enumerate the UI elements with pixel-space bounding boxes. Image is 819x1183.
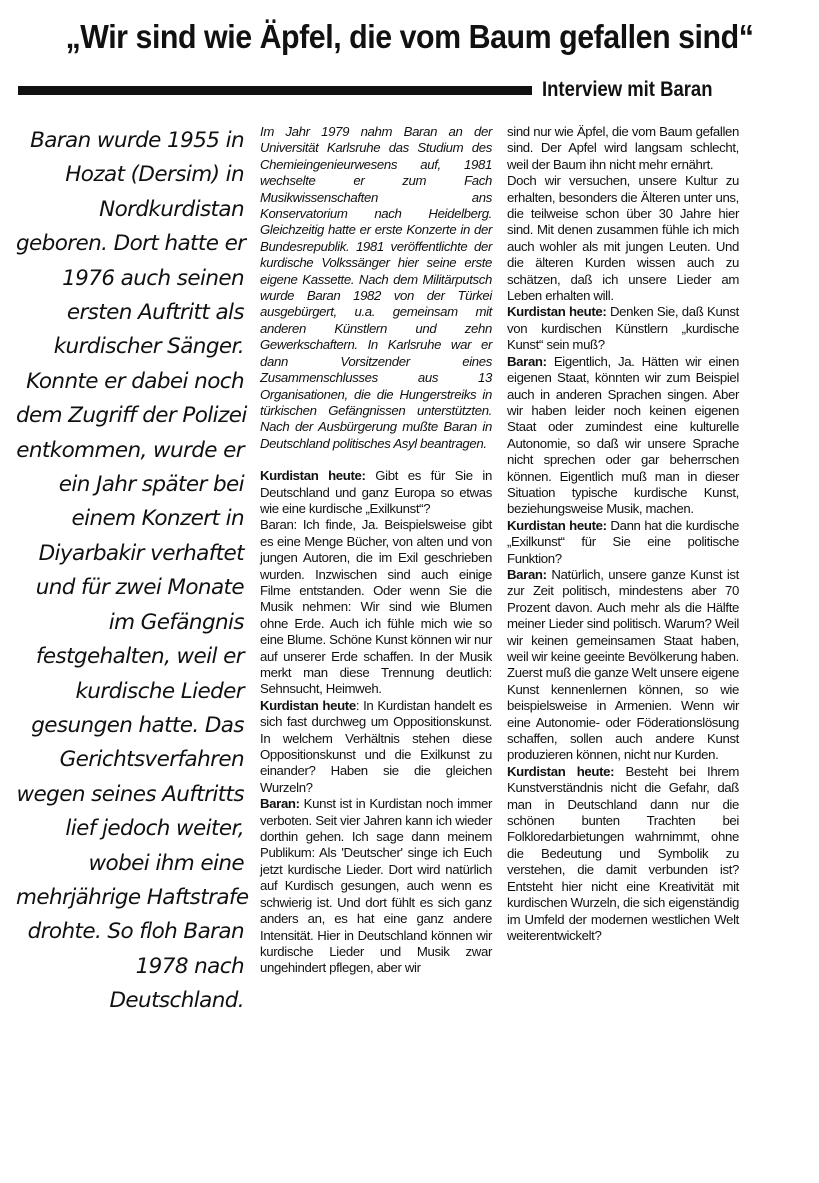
- answer-text: Natürlich, unsere ganze Kunst ist zur Zeit politisch, mindestens aber 70 Prozent davon. Auch mehr als die Hälfte meiner Lieder sind politisch. Warum? Weil wir keinen gemeinsamen Staat haben, weil wir keine geeinte Bevölkerung haben. Zuerst muß die ganze Welt unsere eigene Kunst kennenlernen können, so wie beispielsweise in Armenien. Wenn wir eine Autonomie- oder Föderationslösung schaffen, sollen auch andere Kunst produzieren können, nicht nur Kurden.: [507, 566, 739, 763]
- lead-line: lief jedoch weiter,: [65, 816, 244, 842]
- answer-3: [507, 354, 739, 518]
- article-column-3: [507, 124, 739, 944]
- question-text: Denken Sie, daß Kunst von kurdischen Künstlern „kurdische Kunst“ sein muß?: [507, 304, 739, 353]
- question-label: Kurdistan heute: [260, 697, 356, 713]
- question-label: Kurdistan heute:: [507, 304, 607, 320]
- answer-text: Kunst ist in Kurdistan noch immer verboten. Seit vier Jahren kann ich wieder dorthin gehen. Ich sage dann meinem Publikum: Als 'Deutscher' singe ich Euch jetzt kurdische Lieder. Dort wird natürlich auf Kurdisch gesungen, auch wenn es schwierig ist. Und dort fühlt es sich ganz anders an, es hat eine ganz andere Intensität. Hier in Deutschland können wir kurdische Lieder und Musik zwar ungehindert pflegen, aber wir: [260, 796, 492, 976]
- lead-line: 1976 auch seinen: [62, 265, 244, 291]
- lead-line: Gerichtsverfahren: [59, 747, 244, 773]
- answer-1-paragraph: Doch wir versuchen, unsere Kultur zu erhalten, besonders die Älteren unter uns, die teilweise schon über 30 Jahre hier sind. Mit denen zusammen fühle ich mich auch wohler als mit jungen Leuten. Und die älteren Kurden wissen auch zu schätzen, daß ich unsere Lieder am Leben erhalten will.: [507, 173, 739, 304]
- answer-label: Baran:: [507, 566, 547, 582]
- lead-line: Baran wurde 1955 in: [30, 128, 244, 153]
- answer-1: Baran: Ich finde, Ja. Beispielsweise gibt es eine Menge Bücher, von alten und von jungen Autoren, die im Exil geschrieben wurden. Inzwischen sind auch einige Filme entstanden. Oder wenn Sie die Musik nehmen: Wir sind wie Blumen ohne Erde. Auch ich fühle mich wie so eine Blume. Schöne Kunst können wir nur auf unserer Erde schaffen. In der Musik merkt man diese Trennung deutlich: Sehnsucht, Heimweh.: [260, 517, 492, 697]
- question-text: Gibt es für Sie in Deutschland und ganz Europa so etwas wie eine kurdische „Exilkunst“?: [260, 468, 492, 516]
- lead-line: festgehalten, weil er: [35, 644, 244, 670]
- question-label: Kurdistan heute:: [507, 517, 607, 533]
- lead-line: Nordkurdistan: [99, 196, 244, 222]
- answer-1-continued: sind nur wie Äpfel, die vom Baum gefallen sind. Der Apfel wird langsam schlecht, weil der Baum ihn nicht mehr ernährt.: [507, 124, 739, 172]
- intro-paragraph: Im Jahr 1979 nahm Baran an der Universität Karlsruhe das Studium des Chemieingenieurwesens auf, 1981 wechselte er zum Fach Musikwissenschaften ans Konservatorium nach Heidelberg. Gleichzeitig hatte er erste Konzerte in der Bundesrepublik. 1981 veröffentlichte der kurdische Volkssänger hier seine erste eigene Kassette. Nach dem Militärputsch wurde Baran 1982 von der Türkei ausgebürgert, u.a. gemeinsam mit anderen Künstlern und zehn Gewerkschaftern. In Karlsruhe war er dann Vorsitzender eines Zusammenschlusses aus 13 Organisationen, die die Hungerstreiks in türkischen Gefängnissen unterstützten. Nach der Ausbürgerung mußte Baran in Deutschland politisches Asyl beantragen.: [260, 124, 492, 451]
- question-text: : In Kurdistan handelt es sich fast durchweg um Oppositionskunst. In welchem Verhältnis stehen diese Oppositionskunst und die Exilkunst zu einander? Haben sie die gleichen Wurzeln?: [260, 697, 492, 795]
- lead-line: ersten Auftritt als: [66, 300, 244, 326]
- lead-line: einem Konzert in: [71, 506, 244, 532]
- interview-kicker: Interview mit Baran: [542, 78, 713, 101]
- headline: „Wir sind wie Äpfel, die vom Baum gefallen sind“: [65, 18, 754, 55]
- lead-line: ein Jahr später bei: [58, 472, 244, 498]
- lead-line: Konnte er dabei noch: [26, 368, 244, 394]
- lead-line: wegen seines Auftritts: [16, 781, 244, 807]
- lead-text: [16, 124, 249, 1019]
- question-1: [260, 468, 492, 517]
- question-label: Kurdistan heute:: [260, 468, 366, 484]
- question-text: Besteht bei Ihrem Kunstverständnis nicht die Gefahr, daß man in Deutschland dann nur die schönen bunten Trachten bei Folkloredarbietungen wahrnimmt, ohne die Bedeutung und Symbolik zu verstehen, die damit verbunden ist? Entsteht hier nicht eine Kreativität mit kurdischen Wurzeln, die sich eigenständig im Umfeld der modernen westlichen Welt weiterentwickelt?: [507, 763, 739, 943]
- question-2: [260, 698, 492, 796]
- answer-2: [260, 796, 492, 976]
- lead-line: im Gefängnis: [108, 609, 244, 635]
- lead-line: mehrjährige Haftstrafe: [16, 884, 249, 910]
- lead-line: und für zwei Monate: [35, 575, 244, 601]
- question-text: Dann hat die kurdische „Exilkunst“ für Sie eine politische Funktion?: [507, 517, 739, 566]
- lead-line: dem Zugriff der Polizei: [16, 403, 247, 429]
- lead-line: 1978 nach: [135, 953, 244, 979]
- question-5: [507, 764, 739, 944]
- lead-line: kurdische Lieder: [75, 678, 244, 704]
- divider-rule: [18, 86, 532, 95]
- lead-line: wobei ihm eine: [88, 850, 244, 876]
- lead-line: geboren. Dort hatte er: [16, 231, 246, 257]
- lead-line: gesungen hatte. Das: [31, 712, 244, 738]
- lead-line: drohte. So floh Baran: [27, 919, 244, 945]
- lead-line: Diyarbakir verhaftet: [38, 540, 244, 566]
- question-3: [507, 304, 739, 353]
- answer-text: Eigentlich, Ja. Hätten wir einen eigenen Staat, könnten wir zum Beispiel auch in anderen Sprachen singen. Aber wir haben leider noch keinen eigenen Staat oder zumindest eine kulturelle Autonomie, so daß wir unsere Sprache nicht sprechen oder gar beherrschen können. Eigentlich muß man in dieser Situation typische kurdische Kunst, beziehungsweise Musik, machen.: [507, 353, 739, 517]
- lead-line: Hozat (Dersim) in: [65, 162, 244, 188]
- lead-line: kurdischer Sänger.: [53, 334, 244, 360]
- question-4: [507, 518, 739, 567]
- lead-line: Deutschland.: [109, 988, 244, 1014]
- lead-line: entkommen, wurde er: [16, 437, 244, 463]
- answer-label: Baran:: [260, 796, 300, 812]
- answer-4: [507, 567, 739, 764]
- question-label: Kurdistan heute:: [507, 763, 615, 779]
- answer-label: Baran:: [507, 353, 547, 369]
- article-column-2: [260, 124, 492, 977]
